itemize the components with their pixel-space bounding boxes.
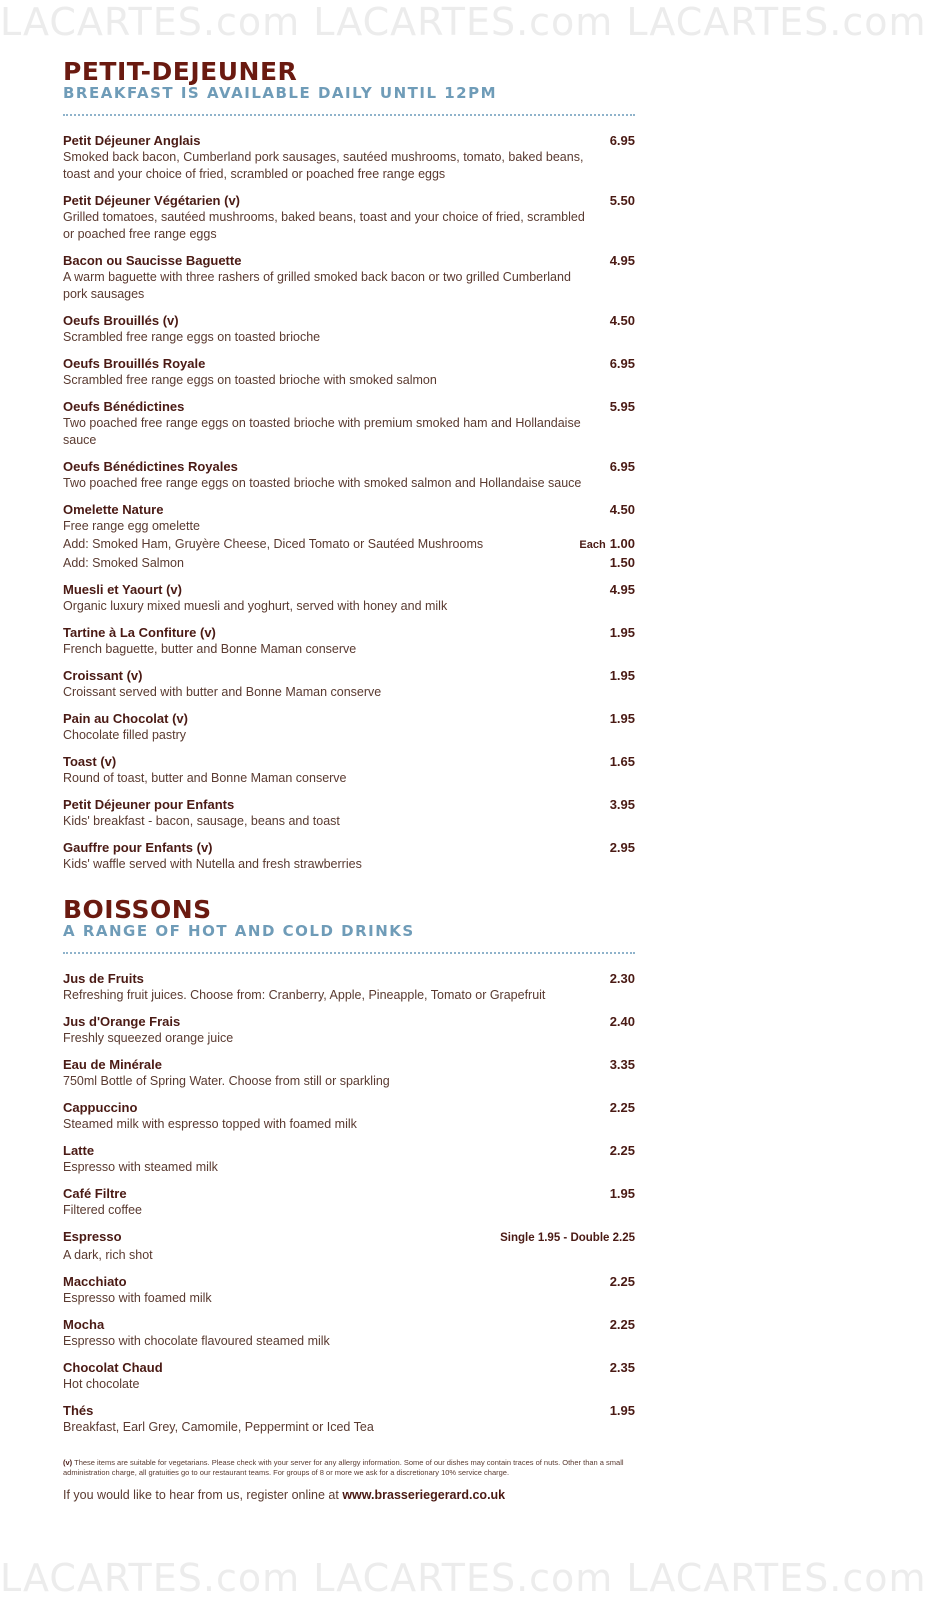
item-price: 4.95: [609, 582, 635, 597]
item-price: 3.95: [609, 797, 635, 812]
menu-item: [63, 667, 635, 701]
item-description: A warm baguette with three rashers of grilled smoked back bacon or two grilled Cumberland pork sausages: [63, 270, 571, 301]
menu-item: [63, 252, 635, 303]
item-name: Thés: [63, 1403, 94, 1418]
item-description: Freshly squeezed orange juice: [63, 1031, 234, 1045]
website-link[interactable]: www.brasseriegerard.co.uk: [342, 1488, 506, 1502]
item-description: Hot chocolate: [63, 1377, 140, 1391]
item-price: Single 1.95 - Double 2.25: [500, 1232, 635, 1244]
menu-item: [63, 1056, 635, 1090]
item-name: Toast (v): [63, 754, 117, 769]
item-price: 6.95: [609, 133, 635, 148]
item-description: Organic luxury mixed muesli and yoghurt, served with honey and milk: [63, 599, 448, 613]
menu-item: [63, 839, 635, 873]
item-name: Petit Déjeuner pour Enfants: [63, 797, 235, 812]
menu-item: [63, 1402, 635, 1436]
item-price: 1.95: [609, 668, 635, 683]
item-description: Filtered coffee: [63, 1203, 142, 1217]
item-price: 5.50: [609, 193, 635, 208]
item-name: Petit Déjeuner Végétarien (v): [63, 193, 240, 208]
menu-item: [63, 1185, 635, 1219]
item-name: Oeufs Bénédictines: [63, 399, 185, 414]
item-price: 4.95: [609, 253, 635, 268]
breakfast-divider: [63, 114, 635, 116]
addon-price: 1.50: [609, 555, 635, 570]
item-name: Mocha: [63, 1317, 105, 1332]
menu-item: [63, 355, 635, 389]
item-description: Scrambled free range eggs on toasted brioche with smoked salmon: [63, 373, 437, 387]
item-name: Macchiato: [63, 1274, 127, 1289]
item-description: Scrambled free range eggs on toasted brioche: [63, 330, 321, 344]
item-name: Omelette Nature: [63, 502, 164, 517]
menu-item: [63, 312, 635, 346]
item-description: Espresso with foamed milk: [63, 1291, 212, 1305]
menu-item: [63, 192, 635, 243]
item-name: Muesli et Yaourt (v): [63, 582, 182, 597]
drinks-list: [63, 970, 635, 1436]
item-name: Latte: [63, 1143, 95, 1158]
item-price: 2.25: [609, 1274, 635, 1289]
breakfast-title: PETIT-DEJEUNER: [63, 57, 298, 86]
item-price: 4.50: [609, 313, 635, 328]
item-price: 5.95: [609, 399, 635, 414]
menu-page: [63, 58, 635, 1502]
item-description: Grilled tomatoes, sautéed mushrooms, baked beans, toast and your choice of fried, scrambled or poached free range eggs: [63, 210, 585, 241]
item-name: Café Filtre: [63, 1186, 127, 1201]
item-description: 750ml Bottle of Spring Water. Choose from still or sparkling: [63, 1074, 390, 1088]
menu-item: [63, 458, 635, 492]
item-description: Steamed milk with espresso topped with foamed milk: [63, 1117, 357, 1131]
item-price: 6.95: [609, 356, 635, 371]
item-description: Smoked back bacon, Cumberland pork sausages, sautéed mushrooms, tomato, baked beans, toast and your choice of fried, scrambled or poached free range eggs: [63, 150, 584, 181]
item-name: Oeufs Brouillés Royale: [63, 356, 206, 371]
item-name: Pain au Chocolat (v): [63, 711, 188, 726]
vegetarian-mark: (v): [63, 1458, 73, 1467]
item-price: 2.35: [609, 1360, 635, 1375]
menu-item: [63, 710, 635, 744]
menu-item: [63, 1013, 635, 1047]
drinks-title: BOISSONS: [63, 895, 212, 924]
item-name: Bacon ou Saucisse Baguette: [63, 253, 242, 268]
menu-item: [63, 1316, 635, 1350]
item-price: 1.65: [609, 754, 635, 769]
footnote-text: These items are suitable for vegetarians. Please check with your server for any allergy information. Some of our dishes may contain traces of nuts. Other than a small administration charge, all gratuities go to our restaurant teams. For groups of 8 or more we ask for a discretionary 10% service charge.: [63, 1458, 624, 1477]
addon-each-label: Each: [579, 539, 606, 551]
watermark-bottom: LACARTES.com LACARTES.com LACARTES.com: [0, 1556, 927, 1600]
menu-item: [63, 1228, 635, 1264]
breakfast-subtitle: BREAKFAST IS AVAILABLE DAILY UNTIL 12PM: [63, 84, 498, 102]
menu-item: [63, 796, 635, 830]
item-description: Two poached free range eggs on toasted brioche with premium smoked ham and Hollandaise sauce: [63, 416, 581, 447]
menu-item: [63, 581, 635, 615]
item-price: 1.95: [609, 625, 635, 640]
item-description: Espresso with chocolate flavoured steamed milk: [63, 1334, 330, 1348]
item-description: Round of toast, butter and Bonne Maman conserve: [63, 771, 347, 785]
item-name: Petit Déjeuner Anglais: [63, 133, 201, 148]
item-name: Gauffre pour Enfants (v): [63, 840, 213, 855]
menu-item: [63, 1142, 635, 1176]
item-description: Two poached free range eggs on toasted brioche with smoked salmon and Hollandaise sauce: [63, 476, 582, 490]
item-description: French baguette, butter and Bonne Maman conserve: [63, 642, 357, 656]
item-description: Croissant served with butter and Bonne Maman conserve: [63, 685, 382, 699]
item-description: Kids' breakfast - bacon, sausage, beans and toast: [63, 814, 340, 828]
item-description: Kids' waffle served with Nutella and fresh strawberries: [63, 857, 362, 871]
item-name: Oeufs Bénédictines Royales: [63, 459, 238, 474]
item-name: Jus de Fruits: [63, 971, 144, 986]
item-description: Espresso with steamed milk: [63, 1160, 218, 1174]
menu-item: [63, 1099, 635, 1133]
item-name: Tartine à La Confiture (v): [63, 625, 216, 640]
item-name: Cappuccino: [63, 1100, 138, 1115]
addon-description: Add: Smoked Salmon: [63, 556, 184, 570]
item-price: 6.95: [609, 459, 635, 474]
item-description: Breakfast, Earl Grey, Camomile, Peppermint or Iced Tea: [63, 1420, 374, 1434]
footnote: [63, 1458, 635, 1478]
menu-item: [63, 624, 635, 658]
item-price: 2.25: [609, 1143, 635, 1158]
item-name: Espresso: [63, 1229, 122, 1244]
menu-item-omelette: [63, 501, 635, 572]
addon-price: 1.00: [609, 536, 635, 551]
drinks-divider: [63, 952, 635, 954]
item-description: Chocolate filled pastry: [63, 728, 186, 742]
breakfast-list: [63, 132, 635, 492]
menu-item: [63, 753, 635, 787]
item-price: 2.25: [609, 1100, 635, 1115]
item-name: Chocolat Chaud: [63, 1360, 163, 1375]
menu-item: [63, 398, 635, 449]
watermark-top: LACARTES.com LACARTES.com LACARTES.com: [0, 0, 927, 44]
register-text: If you would like to hear from us, register online at: [63, 1488, 339, 1502]
item-price: 1.95: [609, 1403, 635, 1418]
item-price: 3.35: [609, 1057, 635, 1072]
menu-item: [63, 1273, 635, 1307]
item-price: 4.50: [609, 502, 635, 517]
item-description: A dark, rich shot: [63, 1248, 153, 1262]
item-description: Refreshing fruit juices. Choose from: Cranberry, Apple, Pineapple, Tomato or Grapefruit: [63, 988, 546, 1002]
item-name: Croissant (v): [63, 668, 143, 683]
menu-item: [63, 970, 635, 1004]
item-price: 2.25: [609, 1317, 635, 1332]
menu-item: [63, 132, 635, 183]
register-line: [63, 1488, 635, 1502]
item-description: Free range egg omelette: [63, 519, 200, 533]
item-name: Oeufs Brouillés (v): [63, 313, 179, 328]
item-price: 2.95: [609, 840, 635, 855]
item-price: 1.95: [609, 1186, 635, 1201]
item-name: Eau de Minérale: [63, 1057, 162, 1072]
item-price: 2.40: [609, 1014, 635, 1029]
item-price: 2.30: [609, 971, 635, 986]
item-price: 1.95: [609, 711, 635, 726]
menu-item: [63, 1359, 635, 1393]
item-name: Jus d'Orange Frais: [63, 1014, 181, 1029]
drinks-subtitle: A RANGE OF HOT AND COLD DRINKS: [63, 922, 415, 940]
breakfast-list-2: [63, 581, 635, 873]
addon-description: Add: Smoked Ham, Gruyère Cheese, Diced Tomato or Sautéed Mushrooms: [63, 537, 484, 551]
